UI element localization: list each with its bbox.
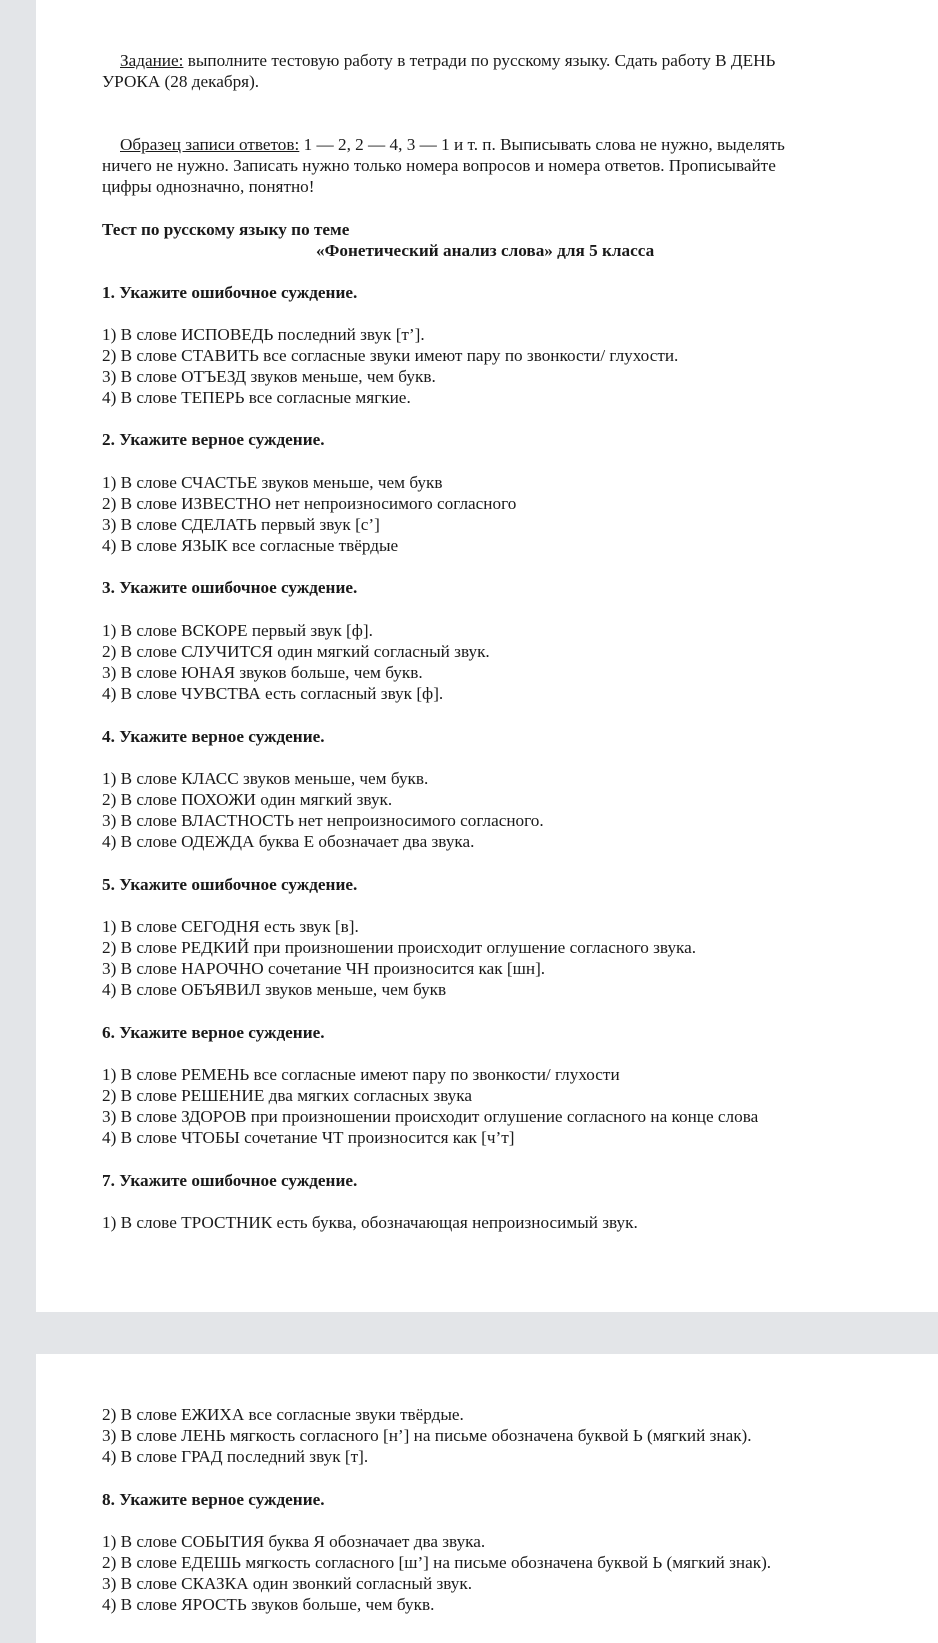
answer-option: 3) В слове ЛЕНЬ мягкость согласного [н’] на письме обозначена буквой Ь (мягкий знак). bbox=[102, 1426, 752, 1445]
answer-option: 1) В слове КЛАСС звуков меньше, чем букв. bbox=[102, 769, 429, 788]
answer-option: 2) В слове РЕДКИЙ при произношении происходит оглушение согласного звука. bbox=[102, 938, 697, 957]
question-heading: 5. Укажите ошибочное суждение. bbox=[102, 875, 358, 894]
answer-option: 3) В слове ВЛАСТНОСТЬ нет непроизносимого согласного. bbox=[102, 811, 544, 830]
answer-option: 2) В слове ЕЖИХА все согласные звуки твёрдые. bbox=[102, 1405, 464, 1424]
answer-option: 4) В слове ГРАД последний звук [т]. bbox=[102, 1447, 369, 1466]
answer-option: 3) В слове СКАЗКА один звонкий согласный звук. bbox=[102, 1574, 472, 1593]
question-heading: 8. Укажите верное суждение. bbox=[102, 1490, 325, 1509]
question-heading: 4. Укажите верное суждение. bbox=[102, 727, 325, 746]
question-heading: 2. Укажите верное суждение. bbox=[102, 430, 325, 449]
task-text: выполните тестовую работу в тетради по русскому языку. Сдать работу В ДЕНЬ bbox=[183, 51, 776, 70]
answer-option: 4) В слове ЧУВСТВА есть согласный звук [ф]. bbox=[102, 684, 444, 703]
answer-option: 3) В слове ЮНАЯ звуков больше, чем букв. bbox=[102, 663, 423, 682]
task-label: Задание: bbox=[120, 51, 184, 70]
answer-option: 4) В слове ЯРОСТЬ звуков больше, чем букв. bbox=[102, 1595, 435, 1614]
answer-option: 1) В слове СЕГОДНЯ есть звук [в]. bbox=[102, 917, 359, 936]
answer-option: 3) В слове СДЕЛАТЬ первый звук [с’] bbox=[102, 515, 380, 534]
answer-option: 4) В слове ЯЗЫК все согласные твёрдые bbox=[102, 536, 399, 555]
task-instruction bbox=[120, 50, 775, 71]
test-subtitle: «Фонетический анализ слова» для 5 класса bbox=[316, 241, 655, 260]
answer-option: 3) В слове ЗДОРОВ при произношении происходит оглушение согласного на конце слова bbox=[102, 1107, 759, 1126]
answer-option: 1) В слове ВСКОРЕ первый звук [ф]. bbox=[102, 621, 373, 640]
answer-option: 1) В слове ТРОСТНИК есть буква, обозначающая непроизносимый звук. bbox=[102, 1213, 638, 1232]
answer-option: 1) В слове СЧАСТЬЕ звуков меньше, чем букв bbox=[102, 473, 443, 492]
answer-option: 1) В слове ИСПОВЕДЬ последний звук [т’]. bbox=[102, 325, 425, 344]
document-page-1 bbox=[36, 0, 938, 1312]
question-heading: 1. Укажите ошибочное суждение. bbox=[102, 283, 358, 302]
answer-option: 1) В слове РЕМЕНЬ все согласные имеют пару по звонкости/ глухости bbox=[102, 1065, 620, 1084]
task-text-continued: УРОКА (28 декабря). bbox=[102, 72, 260, 91]
question-heading: 7. Укажите ошибочное суждение. bbox=[102, 1171, 358, 1190]
answer-option: 2) В слове ПОХОЖИ один мягкий звук. bbox=[102, 790, 393, 809]
test-title: Тест по русскому языку по теме bbox=[102, 220, 350, 239]
question-heading: 3. Укажите ошибочное суждение. bbox=[102, 578, 358, 597]
answer-option: 3) В слове НАРОЧНО сочетание ЧН произносится как [шн]. bbox=[102, 959, 546, 978]
answer-option: 4) В слове ЧТОБЫ сочетание ЧТ произносится как [ч’т] bbox=[102, 1128, 515, 1147]
sample-instruction bbox=[120, 134, 785, 155]
sample-text-continued: ничего не нужно. Записать нужно только номера вопросов и номера ответов. Прописывайте bbox=[102, 156, 776, 175]
document-page-2 bbox=[36, 1354, 938, 1643]
answer-option: 3) В слове ОТЪЕЗД звуков меньше, чем букв. bbox=[102, 367, 436, 386]
answer-option: 4) В слове ОДЕЖДА буква Е обозначает два звука. bbox=[102, 832, 475, 851]
answer-option: 2) В слове ЕДЕШЬ мягкость согласного [ш’] на письме обозначена буквой Ь (мягкий знак). bbox=[102, 1553, 772, 1572]
answer-option: 4) В слове ОБЪЯВИЛ звуков меньше, чем букв bbox=[102, 980, 447, 999]
answer-option: 2) В слове РЕШЕНИЕ два мягких согласных звука bbox=[102, 1086, 472, 1105]
answer-option: 2) В слове СЛУЧИТСЯ один мягкий согласный звук. bbox=[102, 642, 490, 661]
question-heading: 6. Укажите верное суждение. bbox=[102, 1023, 325, 1042]
answer-option: 1) В слове СОБЫТИЯ буква Я обозначает два звука. bbox=[102, 1532, 486, 1551]
sample-text: 1 — 2, 2 — 4, 3 — 1 и т. п. Выписывать слова не нужно, выделять bbox=[299, 135, 785, 154]
answer-option: 2) В слове СТАВИТЬ все согласные звуки имеют пару по звонкости/ глухости. bbox=[102, 346, 679, 365]
answer-option: 2) В слове ИЗВЕСТНО нет непроизносимого согласного bbox=[102, 494, 517, 513]
sample-label: Образец записи ответов: bbox=[120, 135, 300, 154]
sample-text-end: цифры однозначно, понятно! bbox=[102, 177, 315, 196]
answer-option: 4) В слове ТЕПЕРЬ все согласные мягкие. bbox=[102, 388, 411, 407]
